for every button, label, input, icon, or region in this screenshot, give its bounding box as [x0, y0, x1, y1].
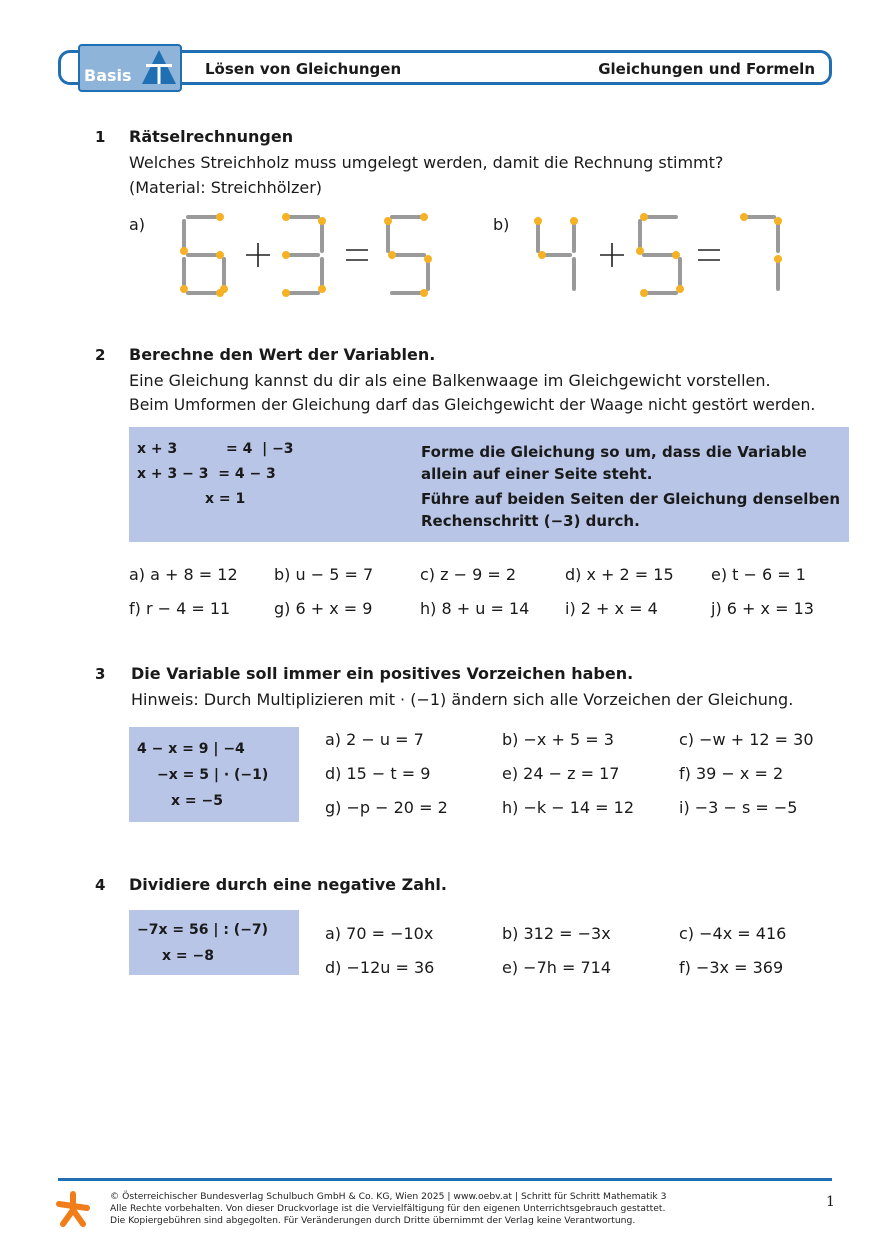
header-right-title: Gleichungen und Formeln	[598, 60, 815, 78]
footer-line1: © Österreichischer Bundesverlag Schulbuch GmbH & Co. KG, Wien 2025 | www.oebv.at | Schritt für Schritt Mathematik 3	[110, 1191, 667, 1202]
task2-example-line3: x = 1	[205, 491, 246, 507]
task3-exercise: e) 24 − z = 17	[502, 764, 620, 783]
task4-title: Dividiere durch eine negative Zahl.	[129, 875, 447, 894]
task2-example-line2: x + 3 − 3 = 4 − 3	[137, 466, 276, 482]
footer-line2: Alle Rechte vorbehalten. Von dieser Druckvorlage ist die Vervielfältigung für den eigenen Unterrichtsgebrauch gestattet.	[110, 1203, 666, 1214]
task3-example-line2: −x = 5 | · (−1)	[157, 767, 269, 783]
task1-title: Rätselrechnungen	[129, 127, 294, 146]
task4-exercise: b) 312 = −3x	[502, 924, 611, 943]
task2-number: 2	[95, 346, 106, 364]
task3-exercise: g) −p − 20 = 2	[325, 798, 448, 817]
task2-hint1: Forme die Gleichung so um, dass die Variable allein auf einer Seite steht.	[421, 443, 807, 483]
task2-line2: Beim Umformen der Gleichung darf das Gleichgewicht der Waage nicht gestört werden.	[129, 396, 816, 414]
task3-line1: Hinweis: Durch Multiplizieren mit · (−1) ändern sich alle Vorzeichen der Gleichung.	[131, 690, 794, 709]
task4-exercise: a) 70 = −10x	[325, 924, 434, 943]
task3-number: 3	[95, 665, 106, 683]
header-left-title: Lösen von Gleichungen	[205, 60, 402, 78]
task4-example-box	[129, 910, 299, 975]
footer-line3: Die Kopiergebühren sind abgegolten. Für Veränderungen durch Dritte übernimmt der Verlag keine Verantwortung.	[110, 1215, 636, 1226]
task3-example-line1: 4 − x = 9 | −4	[137, 741, 245, 757]
task4-number: 4	[95, 876, 106, 894]
task3-exercise: h) −k − 14 = 12	[502, 798, 635, 817]
task2-exercise: e) t − 6 = 1	[711, 565, 806, 584]
task4-exercise: c) −4x = 416	[679, 924, 787, 943]
task2-exercise: a) a + 8 = 12	[129, 565, 238, 584]
footer-rule	[58, 1178, 832, 1181]
task2-exercise: g) 6 + x = 9	[274, 599, 373, 618]
task2-exercise: b) u − 5 = 7	[274, 565, 374, 584]
task4-example-line2: x = −8	[162, 948, 214, 964]
task1-a-label: a)	[129, 215, 146, 234]
task2-exercise: f) r − 4 = 11	[129, 599, 231, 618]
footer-text	[110, 1191, 667, 1227]
task2-example-line1: x + 3 = 4 | −3	[137, 441, 294, 457]
task3-exercise: d) 15 − t = 9	[325, 764, 431, 783]
task1-line2: (Material: Streichhölzer)	[129, 178, 323, 197]
task3-exercise: f) 39 − x = 2	[679, 764, 784, 783]
task3-exercise: a) 2 − u = 7	[325, 730, 424, 749]
task2-exercise: h) 8 + u = 14	[420, 599, 530, 618]
task2-exercise: d) x + 2 = 15	[565, 565, 674, 584]
scale-icon	[138, 46, 180, 88]
task4-example-line1: −7x = 56 | : (−7)	[137, 922, 269, 938]
task2-line1: Eine Gleichung kannst du dir als eine Balkenwaage im Gleichgewicht vorstellen.	[129, 371, 771, 390]
task1-number: 1	[95, 128, 106, 146]
task3-title: Die Variable soll immer ein positives Vorzeichen haben.	[131, 664, 634, 683]
task4-exercise: e) −7h = 714	[502, 958, 612, 977]
task3-example-box	[129, 727, 299, 822]
task4-exercise: f) −3x = 369	[679, 958, 784, 977]
task2-title: Berechne den Wert der Variablen.	[129, 345, 436, 364]
publisher-logo-icon	[55, 1190, 91, 1228]
task1-b-label: b)	[493, 215, 510, 234]
matchstick-equation-b	[520, 205, 800, 305]
page-number: 1	[826, 1194, 835, 1210]
task2-exercise: i) 2 + x = 4	[565, 599, 658, 618]
task3-exercise: i) −3 − s = −5	[679, 798, 798, 817]
task3-example-line3: x = −5	[171, 793, 223, 809]
task2-exercise: c) z − 9 = 2	[420, 565, 517, 584]
basis-label: Basis	[84, 66, 132, 85]
task3-exercise: b) −x + 5 = 3	[502, 730, 614, 749]
task3-exercise: c) −w + 12 = 30	[679, 730, 814, 749]
task2-exercise: j) 6 + x = 13	[711, 599, 814, 618]
task4-exercise: d) −12u = 36	[325, 958, 435, 977]
task1-line1: Welches Streichholz muss umgelegt werden, damit die Rechnung stimmt?	[129, 153, 724, 172]
task2-example-box	[129, 427, 849, 542]
task2-hint2: Führe auf beiden Seiten der Gleichung denselben Rechenschritt (−3) durch.	[421, 490, 841, 530]
matchstick-equation-a	[170, 205, 450, 305]
